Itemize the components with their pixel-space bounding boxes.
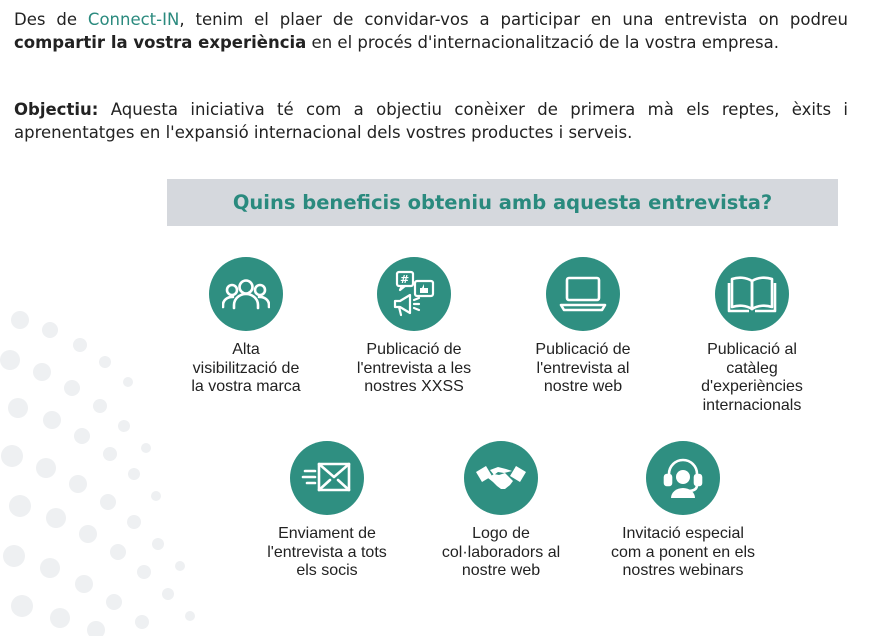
benefit-web-publication [508, 257, 658, 397]
objective-text: Aquesta iniciativa té com a objectiu conèixer de primera mà els reptes, èxits i aprenentatges en l'expansió internacional dels vostres productes i serveis. [14, 100, 848, 142]
intro-highlight: compartir la vostra experiència [14, 33, 307, 52]
benefit-social-publication [339, 257, 489, 397]
benefits-heading: Quins beneficis obteniu amb aquesta entrevista? [232, 191, 773, 214]
benefit-label: Logo de col·laboradors al nostre web [441, 525, 561, 579]
benefit-webinar-invitation [593, 441, 773, 581]
benefit-label: Publicació al catàleg d'experiències internacionals [701, 341, 803, 414]
social-media-icon [377, 257, 451, 331]
open-book-icon [715, 257, 789, 331]
headset-icon [646, 441, 720, 515]
intro-text: en el procés d'internacionalització de la vostra empresa. [306, 33, 780, 52]
objective-paragraph [14, 98, 848, 144]
benefit-label: Alta visibilització de la vostra marca [191, 341, 301, 395]
laptop-icon [546, 257, 620, 331]
intro-text: Des de [14, 10, 88, 29]
benefit-collaborator-logo [426, 441, 576, 581]
benefit-label: Invitació especial com a ponent en els nostres webinars [610, 525, 756, 579]
intro-text: , tenim el plaer de convidar-vos a participar en una entrevista on podreu [179, 10, 848, 29]
benefit-catalog-publication [677, 257, 827, 415]
benefit-brand-visibility [171, 257, 321, 397]
benefit-send-to-members [252, 441, 402, 581]
svg-text:#: # [400, 273, 410, 286]
benefit-label: Publicació de l'entrevista a les nostres XXSS [356, 341, 472, 395]
objective-label: Objectiu: [14, 100, 99, 119]
handshake-icon [464, 441, 538, 515]
benefits-banner [167, 179, 838, 226]
intro-paragraph [14, 8, 848, 54]
benefit-label: Publicació de l'entrevista al nostre web [535, 341, 631, 395]
envelope-icon [290, 441, 364, 515]
group-icon [209, 257, 283, 331]
brand-name: Connect-IN [87, 10, 180, 29]
benefit-label: Enviament de l'entrevista a tots els socis [267, 525, 387, 579]
